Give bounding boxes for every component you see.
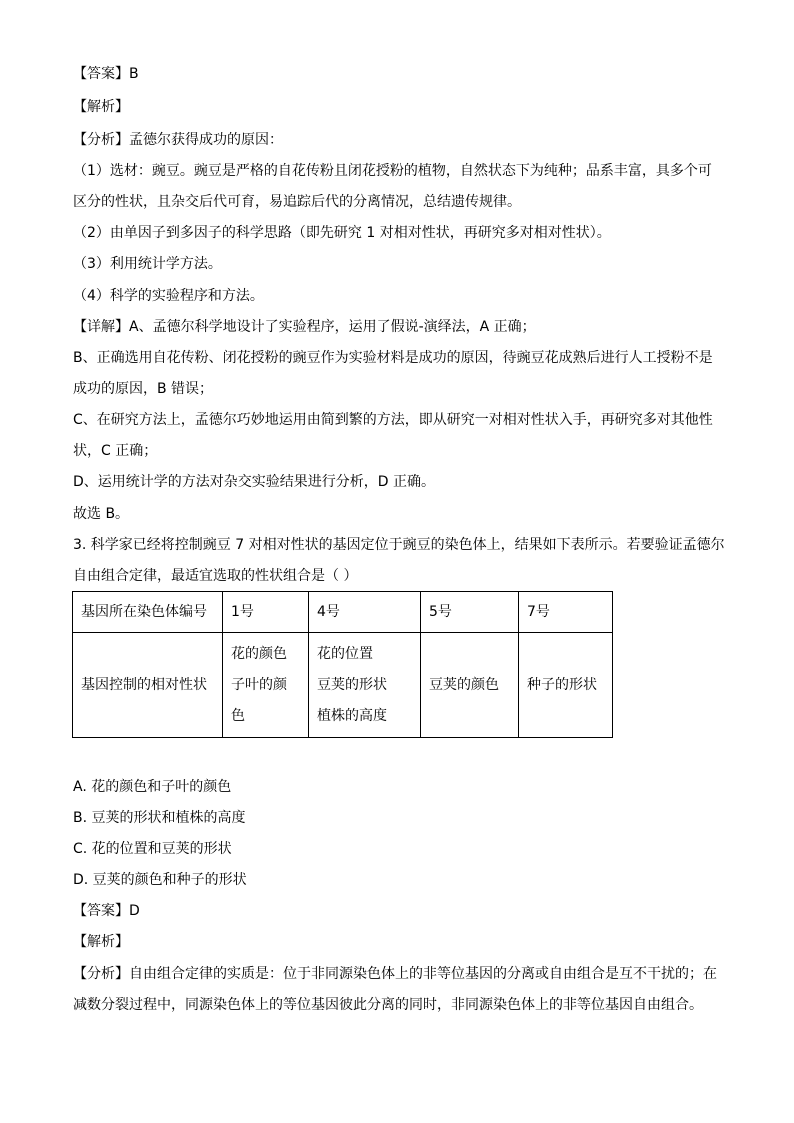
option-b: B. 豆荚的形状和植株的高度 <box>73 810 246 826</box>
detail-c: C、在研究方法上，孟德尔巧妙地运用由简到繁的方法，即从研究一对相对性状入手，再研究多对其他性 <box>73 412 713 428</box>
reason-1-cont: 区分的性状，且杂交后代可育，易追踪后代的分离情况，总结遗传规律。 <box>73 194 521 210</box>
detail-b: B、正确选用自花传粉、闭花授粉的豌豆作为实验材料是成功的原因，待豌豆花成熟后进行人工授粉不是 <box>73 350 713 366</box>
table-cell <box>309 633 421 738</box>
cell-text: 豆荚的颜色 <box>429 676 499 693</box>
table-cell: 1号 <box>223 592 309 633</box>
question-3: 3. 科学家已经将控制豌豆 7 对相对性状的基因定位于豌豆的染色体上，结果如下表所示。若要验证孟德尔 <box>73 537 725 553</box>
detail-d: D、运用统计学的方法对杂交实验结果进行分析，D 正确。 <box>73 474 436 490</box>
table-cell <box>73 633 223 738</box>
reason-4: （4）科学的实验程序和方法。 <box>73 288 264 304</box>
cell-text: 种子的形状 <box>527 676 597 693</box>
detail-c-cont: 状，C 正确； <box>73 443 158 459</box>
analysis-heading: 【解析】 <box>73 99 129 115</box>
table-cell <box>223 633 309 738</box>
option-c: C. 花的位置和豆荚的形状 <box>73 841 232 857</box>
analysis-heading-2: 【解析】 <box>73 934 129 950</box>
option-d: D. 豆荚的颜色和种子的形状 <box>73 872 247 888</box>
table-cell <box>519 633 613 738</box>
table-cell: 4号 <box>309 592 421 633</box>
analysis-2-cont: 减数分裂过程中，同源染色体上的等位基因彼此分离的同时，非同源染色体上的非等位基因自由组合。 <box>73 997 703 1013</box>
answer-line-2: 【答案】D <box>73 903 140 919</box>
answer-line: 【答案】B <box>73 66 139 82</box>
choose-line: 故选 B。 <box>73 506 130 522</box>
cell-text: 花的位置 豆荚的形状 植株的高度 <box>317 645 387 724</box>
table-row <box>73 633 613 738</box>
detail-b-cont: 成功的原因，B 错误； <box>73 381 214 397</box>
detail-a: 【详解】A、孟德尔科学地设计了实验程序，运用了假说-演绎法，A 正确； <box>73 319 536 335</box>
reason-3: （3）利用统计学方法。 <box>73 256 222 272</box>
option-a: A. 花的颜色和子叶的颜色 <box>73 779 232 795</box>
analysis-intro: 【分析】孟德尔获得成功的原因： <box>73 132 283 148</box>
table-cell: 7号 <box>519 592 613 633</box>
table-header-row <box>73 592 613 633</box>
reason-2: （2）由单因子到多因子的科学思路（即先研究 1 对相对性状，再研究多对相对性状）。 <box>73 225 611 241</box>
cell-text: 基因控制的相对性状 <box>81 676 207 693</box>
table-cell: 5号 <box>421 592 519 633</box>
cell-text: 花的颜色 子叶的颜 色 <box>231 645 287 724</box>
question-3-cont: 自由组合定律，最适宜选取的性状组合是（ ） <box>73 568 358 584</box>
analysis-2: 【分析】自由组合定律的实质是：位于非同源染色体上的非等位基因的分离或自由组合是互不干扰的；在 <box>73 966 717 982</box>
reason-1: （1）选材：豌豆。豌豆是严格的自花传粉且闭花授粉的植物，自然状态下为纯种；品系丰富，具多个可 <box>73 163 712 179</box>
gene-table <box>72 591 613 738</box>
table-cell: 基因所在染色体编号 <box>73 592 223 633</box>
table-cell <box>421 633 519 738</box>
